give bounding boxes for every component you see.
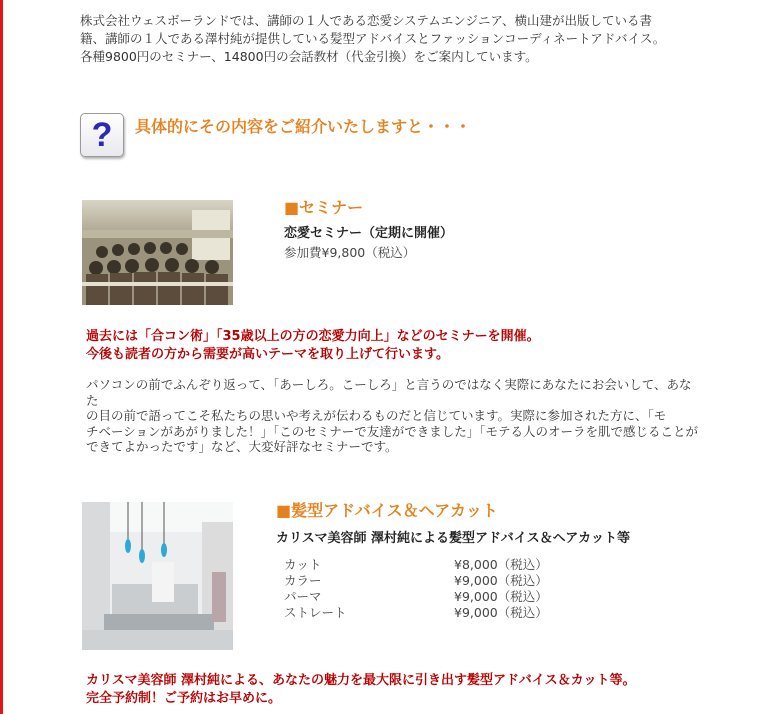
service-price: ¥9,000（税込） — [454, 573, 548, 588]
left-red-rule — [0, 0, 3, 714]
seminar-description-line: できてよかったです」など、大変好評なセミナーです。 — [86, 439, 398, 454]
service-name: カラー — [284, 573, 322, 588]
price-table — [284, 557, 548, 621]
service-name: カット — [284, 557, 322, 572]
service-name: ストレート — [284, 605, 347, 620]
question-mark-icon: ? — [80, 113, 124, 157]
seminar-highlight-line: 今後も読者の方から需要が高いテーマを取り上げて行います。 — [86, 347, 449, 362]
price-row — [284, 557, 548, 573]
service-price: ¥9,000（税込） — [454, 589, 548, 604]
seminar-subtitle: 恋愛セミナー（定期に開催） — [284, 226, 454, 241]
haircut-subtitle: カリスマ美容師 澤村純による髪型アドバイス＆ヘアカット等 — [276, 531, 630, 546]
price-row — [284, 573, 548, 589]
service-price: ¥8,000（税込） — [454, 557, 548, 572]
seminar-fee: 参加費¥9,800（税込） — [284, 245, 416, 260]
salon-photo — [82, 502, 233, 650]
seminar-description-line: パソコンの前でふんぞり返って、「あーしろ。こーしろ」と言うのではなく実際にあなたにお会いして、あなた — [86, 377, 692, 408]
seminar-description-line: の目の前で語ってこそ私たちの思いや考えが伝わるものだと信じています。実際に参加された方に、「モ — [86, 408, 667, 423]
intro-line: 各種9800円のセミナー、14800円の会話教材（代金引換）をご案内しています。 — [80, 49, 538, 64]
price-row — [284, 605, 548, 621]
intro-paragraph — [80, 12, 690, 66]
section-intro-heading: 具体的にその内容をご紹介いたしますと・・・ — [135, 117, 472, 136]
intro-line: 株式会社ウェスボーランドでは、講師の１人である恋愛システムエンジニア、横山建が出版している書 — [80, 13, 652, 28]
service-price: ¥9,000（税込） — [454, 605, 548, 620]
seminar-title: ■セミナー — [284, 198, 364, 217]
haircut-highlight-line: カリスマ美容師 澤村純による、あなたの魅力を最大限に引き出す髪型アドバイス＆カット等。 — [86, 673, 636, 688]
haircut-highlight — [86, 672, 636, 708]
seminar-highlight-line: 過去には「合コン術」「35歳以上の方の恋愛力向上」などのセミナーを開催。 — [86, 329, 540, 344]
price-row — [284, 589, 548, 605]
haircut-highlight-line: 完全予約制！ご予約はお早めに。 — [86, 691, 282, 706]
seminar-photo — [82, 200, 233, 305]
seminar-description — [86, 377, 698, 455]
seminar-description-line: チベーションがあがりました！」「このセミナーで友達ができました」「モテる人のオーラを肌で感じることが — [86, 423, 699, 439]
haircut-title: ■髪型アドバイス＆ヘアカット — [276, 501, 498, 520]
service-name: パーマ — [284, 589, 322, 604]
intro-line: 籍、講師の１人である澤村純が提供している髪型アドバイスとファッションコーディネートアドバイス。 — [80, 31, 666, 46]
seminar-highlight — [86, 328, 540, 364]
